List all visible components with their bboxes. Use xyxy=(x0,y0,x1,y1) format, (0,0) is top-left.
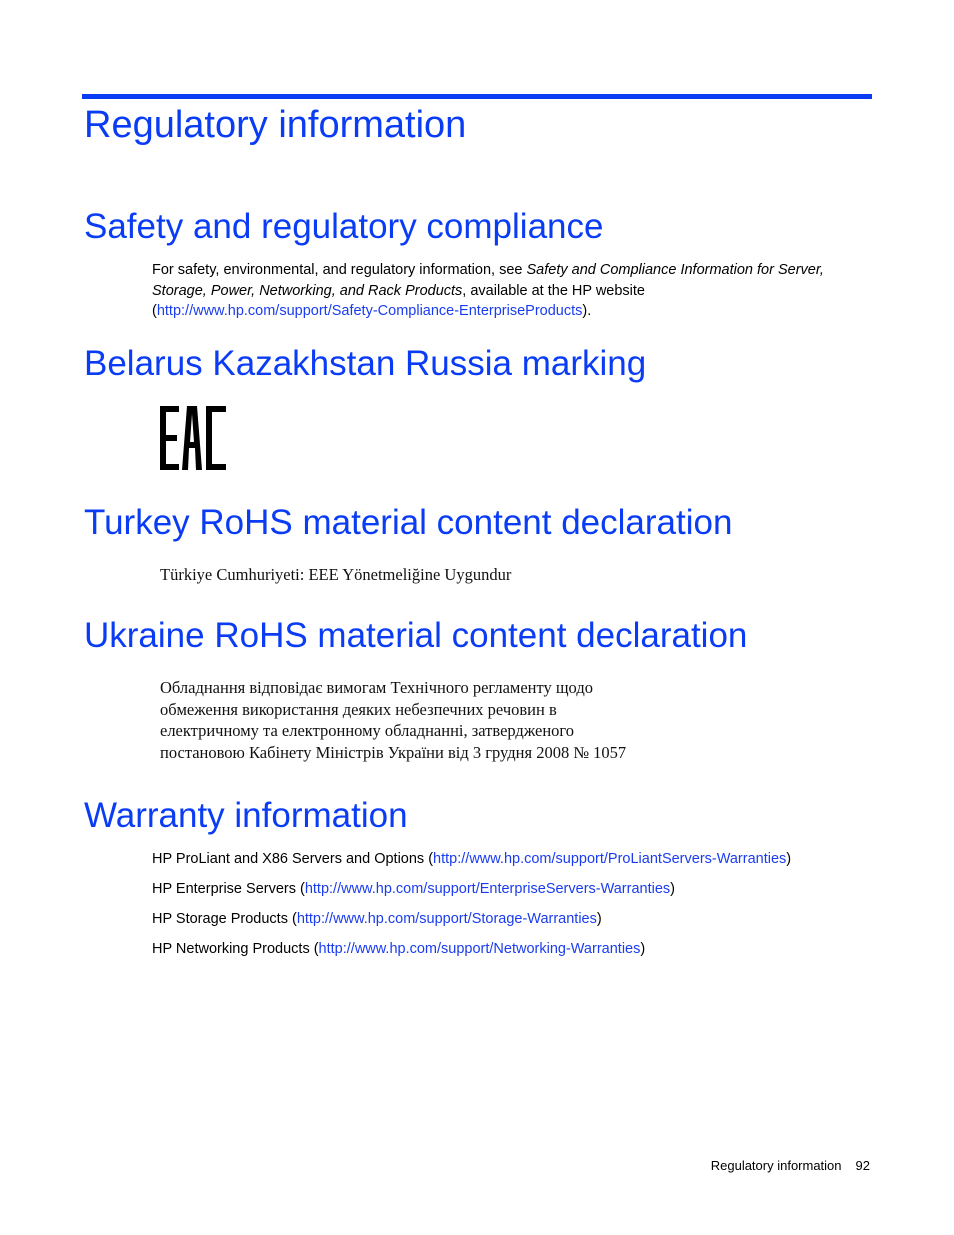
turkey-declaration: Türkiye Cumhuriyeti: EEE Yönetmeliğine Uygundur xyxy=(160,565,512,584)
warranty-item-label: HP Networking Products xyxy=(152,941,310,957)
warranty-item: HP Networking Products (http://www.hp.com/support/Networking-Warranties) xyxy=(152,941,646,957)
warranty-item-link[interactable]: http://www.hp.com/support/EnterpriseServers-Warranties xyxy=(304,881,671,897)
belarus-heading: Belarus Kazakhstan Russia marking xyxy=(84,344,647,383)
warranty-item-label: HP Storage Products xyxy=(152,911,288,927)
warranty-item-label: HP ProLiant and X86 Servers and Options xyxy=(152,851,425,867)
safety-text-after: , available at the HP website ( xyxy=(152,282,645,319)
warranty-heading: Warranty information xyxy=(84,796,408,835)
safety-link[interactable]: http://www.hp.com/support/Safety-Compliance-EnterpriseProducts xyxy=(156,303,583,319)
warranty-item-link[interactable]: http://www.hp.com/support/Storage-Warranties xyxy=(296,911,597,927)
page-footer xyxy=(711,1158,870,1173)
footer-page-number: 92 xyxy=(855,1158,870,1173)
warranty-item-link[interactable]: http://www.hp.com/support/ProLiantServers-Warranties xyxy=(433,851,787,867)
safety-text-before: For safety, environmental, and regulatory information, see xyxy=(152,262,527,278)
footer-section-title: Regulatory information xyxy=(710,1158,842,1173)
safety-text-end: ). xyxy=(582,303,592,319)
eac-mark-icon xyxy=(160,406,226,470)
warranty-item-link[interactable]: http://www.hp.com/support/Networking-Warranties xyxy=(318,941,641,957)
ukraine-declaration xyxy=(160,677,626,763)
ukraine-heading: Ukraine RoHS material content declaration xyxy=(84,616,748,655)
warranty-item: HP Enterprise Servers (http://www.hp.com/support/EnterpriseServers-Warranties) xyxy=(152,881,676,897)
ukraine-line: Обладнання відповідає вимогам Технічного регламенту щодо xyxy=(160,678,593,697)
safety-heading: Safety and regulatory compliance xyxy=(84,207,604,246)
ukraine-line: постановою Кабінету Міністрів України від 3 грудня 2008 № 1057 xyxy=(160,742,627,762)
safety-doc-title: Safety and Compliance Information for Server, Storage, Power, Networking, and Rack Products xyxy=(152,262,824,299)
page-title: Regulatory information xyxy=(84,104,467,146)
turkey-heading: Turkey RoHS material content declaration xyxy=(84,503,733,542)
warranty-item: HP ProLiant and X86 Servers and Options (http://www.hp.com/support/ProLiantServers-Warranties) xyxy=(152,851,792,867)
warranty-item: HP Storage Products (http://www.hp.com/support/Storage-Warranties) xyxy=(152,911,602,927)
safety-paragraph xyxy=(152,260,872,322)
title-rule xyxy=(82,94,872,99)
ukraine-line: електричному та електронному обладнанні, затвердженого xyxy=(160,721,575,740)
ukraine-line: обмеження використання деяких небезпечних речовин в xyxy=(160,699,557,719)
warranty-item-label: HP Enterprise Servers xyxy=(152,881,296,897)
